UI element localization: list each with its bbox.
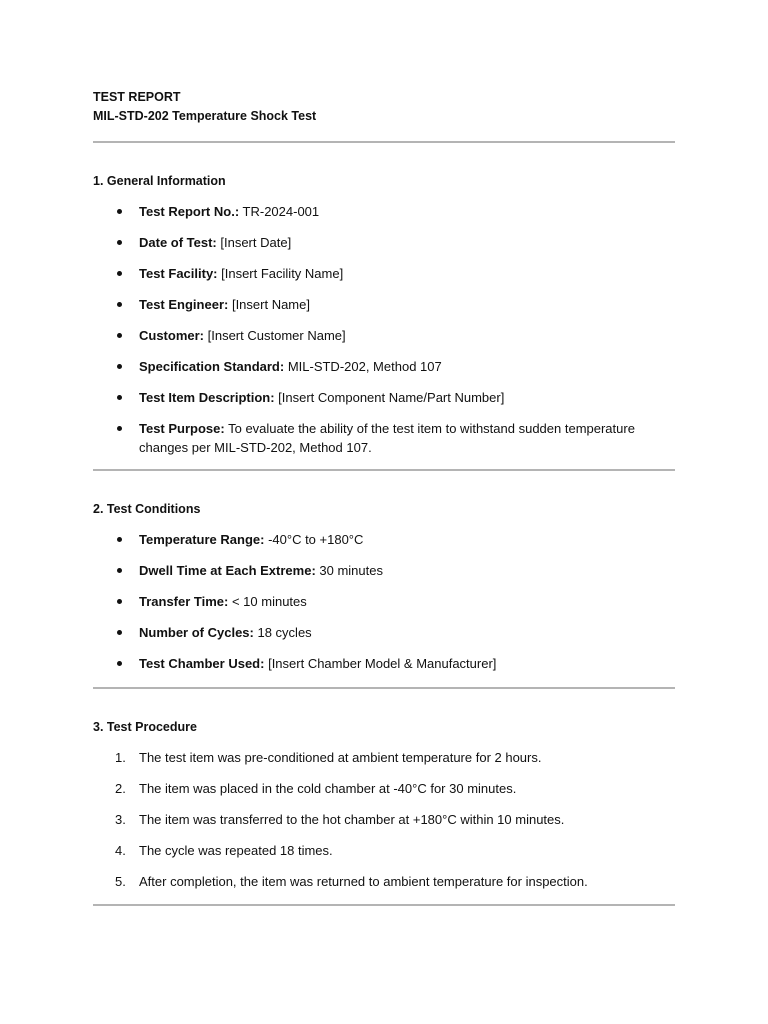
list-item — [93, 419, 675, 457]
list-item — [93, 326, 675, 345]
list-item — [93, 841, 675, 860]
test-conditions-list — [93, 530, 675, 673]
item-value: [Insert Chamber Model & Manufacturer] — [264, 656, 497, 671]
step-text: The item was transferred to the hot chamber at +180°C within 10 minutes. — [139, 812, 565, 827]
step-text: The item was placed in the cold chamber at -40°C for 30 minutes. — [139, 781, 517, 796]
divider — [93, 904, 675, 906]
item-value: 18 cycles — [253, 625, 312, 640]
item-value: [Insert Name] — [228, 297, 310, 312]
item-label: Test Facility: — [139, 266, 218, 281]
list-item — [93, 592, 675, 611]
list-item — [93, 623, 675, 642]
general-info-list — [93, 202, 675, 457]
item-value: To evaluate the ability of the test item to withstand sudden temperature changes per MIL-STD-202, Method 107. — [139, 421, 635, 455]
section-general-information — [93, 172, 675, 457]
list-item — [93, 654, 675, 673]
list-item — [93, 748, 675, 767]
item-value: -40°C to +180°C — [264, 532, 364, 547]
list-item — [93, 233, 675, 252]
document-page — [93, 88, 675, 906]
item-value: [Insert Customer Name] — [204, 328, 346, 343]
section-heading: 1. General Information — [93, 174, 226, 188]
list-item — [93, 530, 675, 549]
section-heading: 2. Test Conditions — [93, 502, 201, 516]
test-procedure-list — [93, 748, 675, 891]
list-item — [93, 264, 675, 283]
item-value: TR-2024-001 — [239, 204, 320, 219]
section-test-procedure — [93, 718, 675, 891]
item-value: [Insert Component Name/Part Number] — [274, 390, 505, 405]
step-text: The test item was pre-conditioned at ambient temperature for 2 hours. — [139, 750, 542, 765]
item-label: Number of Cycles: — [139, 625, 254, 640]
list-item — [93, 357, 675, 376]
item-value: [Insert Facility Name] — [217, 266, 344, 281]
item-label: Dwell Time at Each Extreme: — [139, 563, 316, 578]
item-value: MIL-STD-202, Method 107 — [284, 359, 442, 374]
item-label: Test Purpose: — [139, 421, 225, 436]
item-value: [Insert Date] — [216, 235, 292, 250]
item-label: Customer: — [139, 328, 205, 343]
list-item — [93, 810, 675, 829]
step-number: 3. — [115, 812, 126, 827]
item-label: Temperature Range: — [139, 532, 265, 547]
report-subtitle: MIL-STD-202 Temperature Shock Test — [93, 109, 317, 123]
section-test-conditions — [93, 500, 675, 673]
item-label: Test Engineer: — [139, 297, 229, 312]
item-value: 30 minutes — [315, 563, 383, 578]
step-text: After completion, the item was returned to ambient temperature for inspection. — [139, 874, 588, 889]
divider — [93, 469, 675, 471]
item-label: Date of Test: — [139, 235, 217, 250]
item-label: Test Report No.: — [139, 204, 240, 219]
list-item — [93, 295, 675, 314]
item-label: Test Chamber Used: — [139, 656, 265, 671]
item-value: < 10 minutes — [228, 594, 307, 609]
divider — [93, 687, 675, 689]
step-number: 2. — [115, 781, 126, 796]
item-label: Test Item Description: — [139, 390, 275, 405]
item-label: Specification Standard: — [139, 359, 285, 374]
list-item — [93, 561, 675, 580]
item-label: Transfer Time: — [139, 594, 229, 609]
step-number: 5. — [115, 874, 126, 889]
list-item — [93, 388, 675, 407]
step-number: 4. — [115, 843, 126, 858]
list-item — [93, 202, 675, 221]
list-item — [93, 872, 675, 891]
section-heading: 3. Test Procedure — [93, 720, 197, 734]
divider — [93, 141, 675, 143]
list-item — [93, 779, 675, 798]
step-number: 1. — [115, 750, 126, 765]
step-text: The cycle was repeated 18 times. — [139, 843, 333, 858]
report-title: TEST REPORT — [93, 90, 181, 104]
